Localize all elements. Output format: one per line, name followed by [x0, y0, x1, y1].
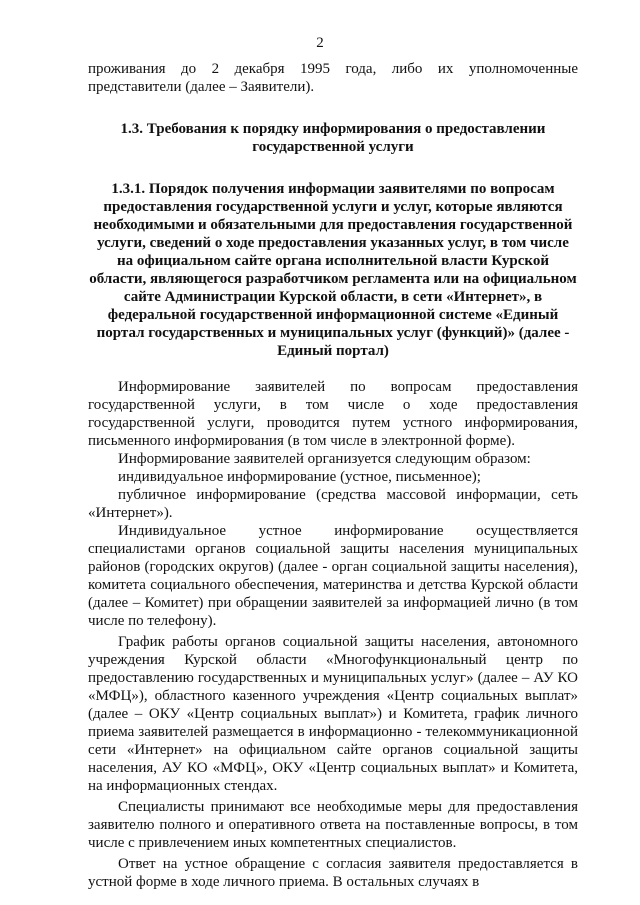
- paragraph: индивидуальное информирование (устное, письменное);: [118, 469, 481, 485]
- page-number: 2: [316, 35, 324, 51]
- section-title: 1.3. Требования к порядку информирования о предоставлении государственной услуги: [120, 121, 546, 155]
- subsection-title: 1.3.1. Порядок получения информации заявителями по вопросам предоставления государственной услуги и услуг, которые являются необходимыми и обязательными для предоставления государственной услуги, сведений о ходе предоставления указанных услуг, в том числе на официальном сайте органа исполнительной власти Курской области, являющегося разработчиком регламента или на официальном сайте Администрации Курской области, в сети «Интернет», в федеральной государственной информационной системе «Единый портал государственных и муниципальных услуг (функций)» (далее - Единый портал): [89, 181, 577, 359]
- paragraph: Специалисты принимают все необходимые меры для предоставления заявителю полного и оперативного ответа на поставленные вопросы, в том числе с привлечением иных компетентных специалистов.: [88, 799, 578, 851]
- paragraph: Ответ на устное обращение с согласия заявителя предоставляется в устной форме в ходе личного приема. В остальных случаях в: [88, 856, 578, 890]
- paragraph: публичное информирование (средства массовой информации, сеть «Интернет»).: [88, 487, 578, 521]
- document-body: [88, 60, 578, 891]
- paragraph: График работы органов социальной защиты населения, автономного учреждения Курской области «Многофункциональный центр по предоставлению государственных и муниципальных услуг» (далее – АУ КО «МФЦ»), областного казенного учреждения «Центр социальных выплат» (далее – ОКУ «Центр социальных выплат») и Комитета, график личного приема заявителей размещается в информационно - телекоммуникационной сети «Интернет» на официальном сайте органов социальной защиты населения, АУ КО «МФЦ», ОКУ «Центр социальных выплат» и Комитета, на информационных стендах.: [88, 634, 578, 794]
- paragraph: Индивидуальное устное информирование осуществляется специалистами органов социальной защиты населения муниципальных районов (городских округов) (далее - орган социальной защиты населения), комитета социального обеспечения, материнства и детства Курской области (далее – Комитет) при обращении заявителей за информацией лично (в том числе по телефону).: [88, 523, 578, 629]
- paragraphs: [88, 378, 578, 891]
- paragraph: Информирование заявителей организуется следующим образом:: [118, 451, 531, 467]
- intro-paragraph: проживания до 2 декабря 1995 года, либо их уполномоченные представители (далее – Заявители).: [88, 61, 578, 95]
- paragraph: Информирование заявителей по вопросам предоставления государственной услуги, в том числе о ходе предоставления государственной услуги, проводится путем устного информирования, письменного информирования (в том числе в электронной форме).: [88, 379, 578, 449]
